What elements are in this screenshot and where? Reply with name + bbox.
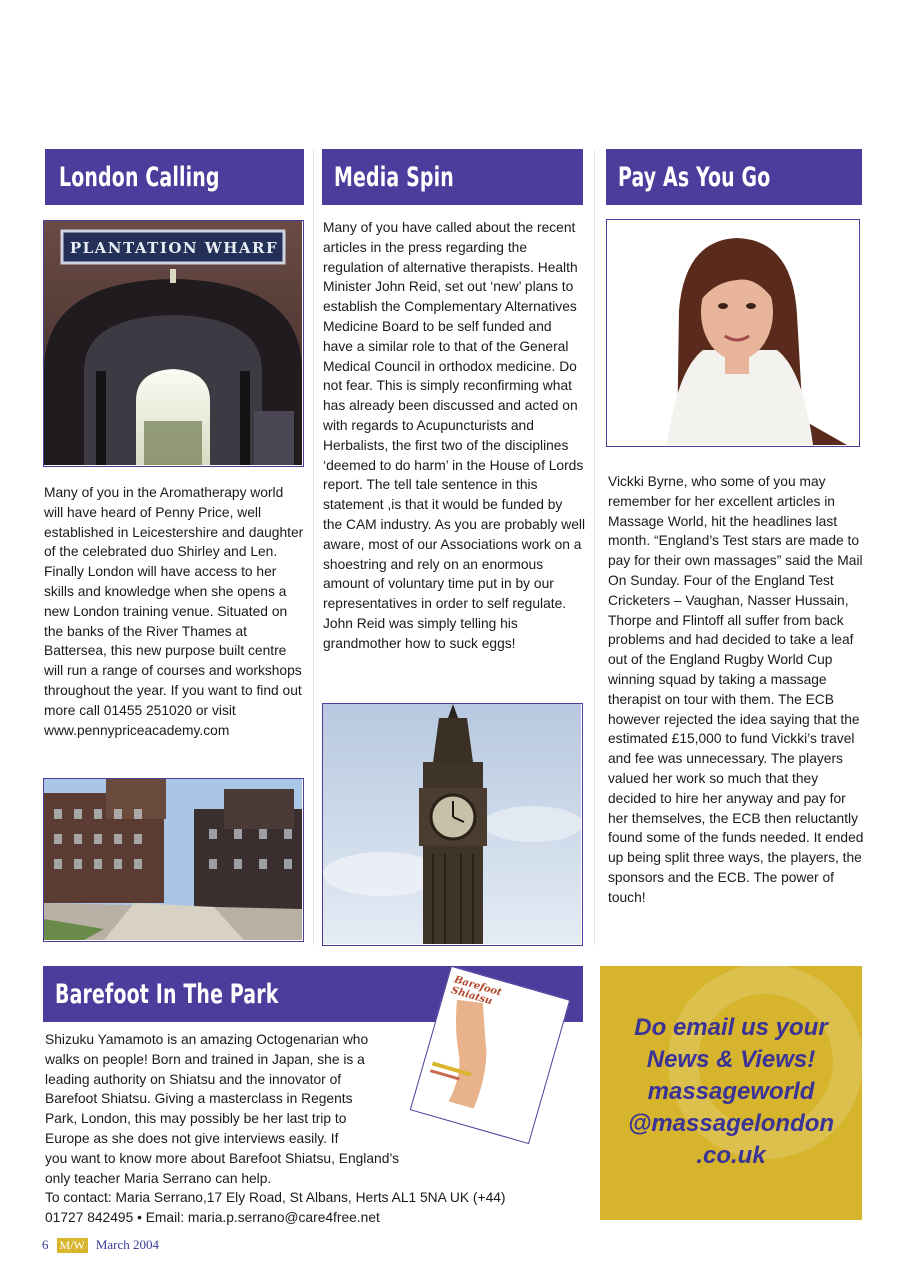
barefoot-heading: Barefoot In The Park: [55, 978, 279, 1010]
email-us-text: [600, 1012, 862, 1172]
column-divider-right: [594, 150, 595, 945]
barefoot-line-2: walks on people! Born and trained in Japan, she is a: [45, 1051, 365, 1067]
media-spin-body: Many of you have called about the recent articles in the press regarding the regulation of alternative therapists. Health Minister John Reid, set out ‘new’ plans to establish the Complementary Alternatives Medicine Board to be self funded and have a similar role to that of the General Medical Council in orthodox medicine. Do not fear. This is simply reconfirming what has already been discussed and acted on with regards to Acupuncturists and Herbalists, the first two of the disciplines ‘deemed to do harm’ in the House of Lords report. The tell tale sentence in this statement ,is that it would be funded by the CAM industry. As you are probably well aware, most of our Associations work on a shoestring and rely on an enormous amount of voluntary time put in by our representatives in order to self regulate. John Reid was simply telling his grandmother how to suck eggs!: [323, 220, 586, 651]
pay-as-you-go-body: Vickki Byrne, who some of you may remember for her excellent articles in Massage World, hit the headlines last month. “England’s Test stars are made to pay for their own massages” said the Mail On Sunday. Four of the England Test Cricketers – Vaughan, Nasser Hussain, Thorpe and Flintoff all suffer from back problems and had decided to take a leaf out of the England Rugby World Cup winning squad by taking a massage therapist on tour with them. The ECB however rejected the idea saying that the estimated £15,000 to fund Vickki’s travel and fee was unnecessary. The players valued her work so much that they decided to hire her anyway and pay for her themselves, the ECB then reluctantly found some of the funds needed. It ended up being split three ways, the players, the sponsors and the ECB. The power of touch!: [608, 474, 864, 905]
barefoot-line-5: Park, London, this may possibly be her last trip to: [45, 1111, 347, 1127]
london-calling-body: Many of you in the Aromatherapy world will have heard of Penny Price, well established in Leicestershire and daughter of the celebrated duo Shirley and Len. Finally London will have access to her skills and knowledge when she opens a new London training venue. Situated on the banks of the River Thames at Battersea, this new purpose built centre will run a range of courses and workshops throughout the year. If you want to find out more call 01455 251020 or visit www.pennypriceacademy.com: [44, 485, 304, 738]
cta-email-line-3[interactable]: .co.uk: [696, 1142, 766, 1169]
barefoot-line-4: Barefoot Shiatsu. Giving a masterclass in Regents: [45, 1091, 353, 1107]
vickki-byrne-portrait: [607, 220, 858, 445]
big-ben-illustration: [323, 704, 581, 944]
barefoot-contact-line: To contact: Maria Serrano,17 Ely Road, St Albans, Herts AL1 5NA UK (+44): [45, 1190, 506, 1206]
page-footer: [42, 1237, 159, 1253]
battersea-building-illustration: [44, 779, 302, 940]
big-ben-photo: [322, 703, 583, 946]
issue-date: March 2004: [95, 1237, 160, 1252]
plantation-wharf-photo: [43, 220, 304, 467]
media-spin-heading: Media Spin: [334, 161, 454, 193]
page-number: 6: [42, 1237, 49, 1252]
barefoot-line-3: leading authority on Shiatsu and the innovator of: [45, 1071, 342, 1087]
london-calling-heading: London Calling: [59, 161, 220, 193]
barefoot-line-6: Europe as she does not give interviews easily. If: [45, 1130, 339, 1146]
column-divider-left: [313, 150, 314, 945]
barefoot-body: [45, 1030, 506, 1228]
cta-email-line-1[interactable]: massageworld: [647, 1078, 815, 1105]
plantation-wharf-sign: PLANTATION WHARF: [69, 239, 279, 257]
pay-as-you-go-heading: Pay As You Go: [618, 161, 771, 193]
battersea-building-photo: [43, 778, 304, 942]
barefoot-line-7: you want to know more about Barefoot Shiatsu, England’s: [45, 1150, 400, 1166]
mw-badge: M/W: [57, 1238, 88, 1253]
email-us-box: [600, 966, 862, 1220]
book-cover-title: Barefoot Shiatsu: [449, 974, 503, 1008]
cta-line-2: News & Views!: [646, 1046, 816, 1073]
pay-as-you-go-header: [606, 149, 862, 205]
london-calling-header: [45, 149, 304, 205]
barefoot-email-line: 01727 842495 • Email: maria.p.serrano@care4free.net: [45, 1210, 380, 1226]
cta-email-line-2[interactable]: @massagelondon: [627, 1110, 835, 1137]
barefoot-line-1: Shizuku Yamamoto is an amazing Octogenarian who: [45, 1032, 369, 1047]
media-spin-header: [322, 149, 583, 205]
barefoot-line-8: only teacher Maria Serrano can help.: [45, 1170, 272, 1186]
vickki-byrne-photo: [606, 219, 860, 447]
cta-line-1: Do email us your: [634, 1014, 828, 1041]
